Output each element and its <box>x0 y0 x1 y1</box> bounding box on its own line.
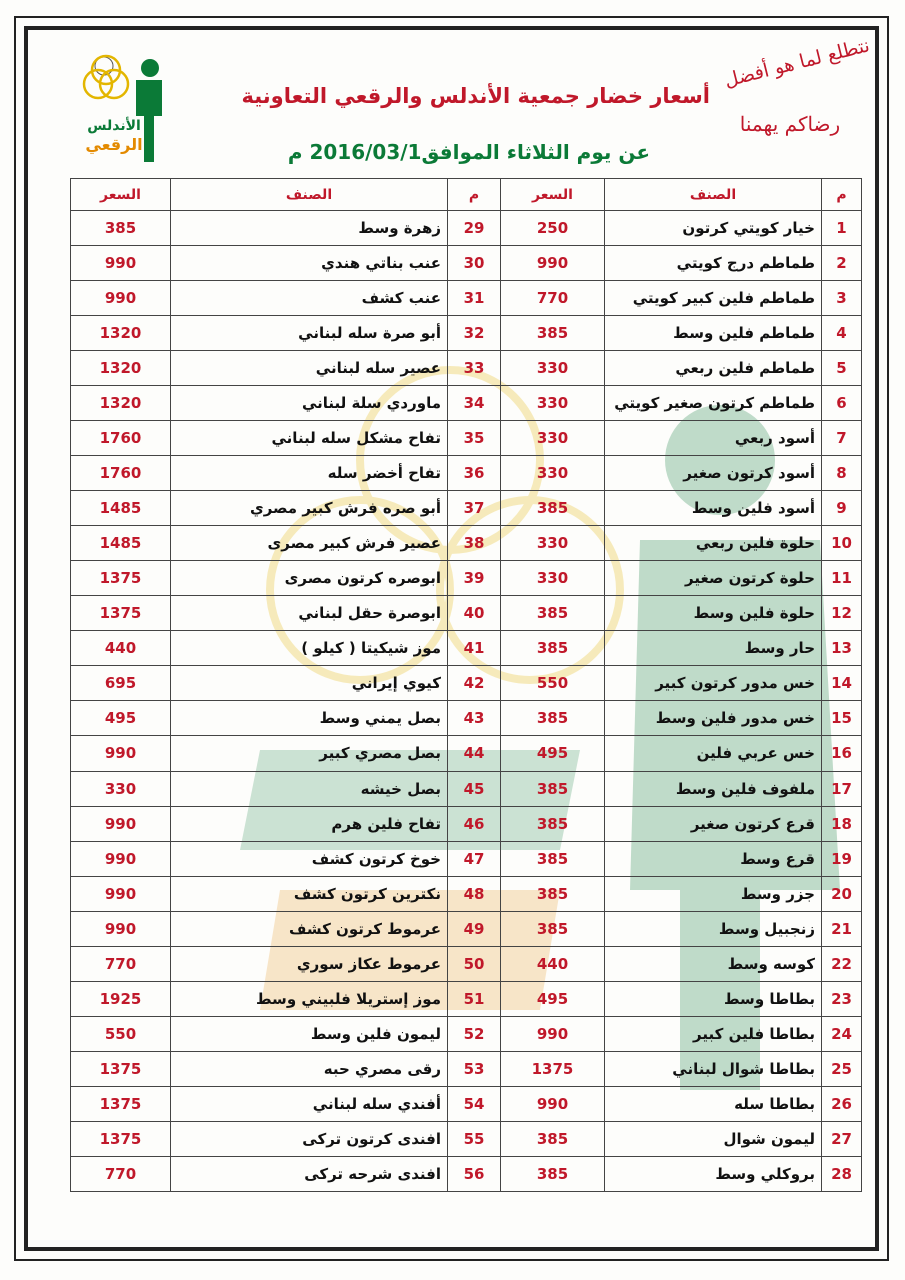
row-number: 56 <box>448 1156 501 1191</box>
header-price: السعر <box>501 179 605 211</box>
row-number: 55 <box>448 1121 501 1156</box>
table-row <box>71 911 862 946</box>
item-name: بطاطا سله <box>605 1086 822 1121</box>
row-number: 10 <box>822 526 862 561</box>
row-number: 26 <box>822 1086 862 1121</box>
item-name: جزر وسط <box>605 876 822 911</box>
row-number: 49 <box>448 911 501 946</box>
table-row <box>71 876 862 911</box>
row-number: 20 <box>822 876 862 911</box>
row-number: 28 <box>822 1156 862 1191</box>
date-line: عن يوم الثلاثاء الموافق2016/03/1 م <box>287 140 650 164</box>
item-price: 770 <box>501 281 605 316</box>
item-name: عصير سله لبناني <box>171 351 448 386</box>
item-price: 990 <box>71 281 171 316</box>
slogan-top: نتطلع لما هو أفضل <box>722 34 872 92</box>
item-name: خس عربي فلين <box>605 736 822 771</box>
item-price: 385 <box>501 876 605 911</box>
item-name: طماطم درج كويتي <box>605 246 822 281</box>
table-row <box>71 666 862 701</box>
table-row <box>71 351 862 386</box>
table-row <box>71 701 862 736</box>
item-price: 990 <box>501 1016 605 1051</box>
item-name: عنب كشف <box>171 281 448 316</box>
item-price: 990 <box>71 876 171 911</box>
row-number: 24 <box>822 1016 862 1051</box>
item-price: 495 <box>501 736 605 771</box>
table-row <box>71 981 862 1016</box>
row-number: 44 <box>448 736 501 771</box>
table-row <box>71 1051 862 1086</box>
item-price: 1485 <box>71 526 171 561</box>
item-price: 1375 <box>71 1051 171 1086</box>
item-name: عصير فرش كبير مصرى <box>171 526 448 561</box>
header-no: م <box>822 179 862 211</box>
item-price: 990 <box>71 806 171 841</box>
item-name: بصل يمني وسط <box>171 701 448 736</box>
row-number: 7 <box>822 421 862 456</box>
item-name: حلوة كرتون صغير <box>605 561 822 596</box>
item-name: بطاطا فلين كبير <box>605 1016 822 1051</box>
item-price: 385 <box>501 596 605 631</box>
item-price: 440 <box>501 946 605 981</box>
item-price: 385 <box>501 806 605 841</box>
item-name: خوخ كرتون كشف <box>171 841 448 876</box>
item-name: خس مدور فلين وسط <box>605 701 822 736</box>
item-name: بطاطا شوال لبناني <box>605 1051 822 1086</box>
row-number: 47 <box>448 841 501 876</box>
item-price: 385 <box>501 316 605 351</box>
item-name: افندى كرتون تركى <box>171 1121 448 1156</box>
item-price: 1760 <box>71 421 171 456</box>
table-row <box>71 806 862 841</box>
item-name: طماطم كرتون صغير كويتي <box>605 386 822 421</box>
table-row <box>71 596 862 631</box>
item-name: أسود كرتون صغير <box>605 456 822 491</box>
item-price: 1375 <box>501 1051 605 1086</box>
item-name: تفاح فلين هرم <box>171 806 448 841</box>
header-no: م <box>448 179 501 211</box>
item-price: 330 <box>501 456 605 491</box>
row-number: 43 <box>448 701 501 736</box>
row-number: 13 <box>822 631 862 666</box>
row-number: 39 <box>448 561 501 596</box>
item-name: عرموط عكاز سوري <box>171 946 448 981</box>
row-number: 40 <box>448 596 501 631</box>
item-name: موز إستريلا فلبيني وسط <box>171 981 448 1016</box>
item-price: 385 <box>501 841 605 876</box>
item-name: طماطم فلين وسط <box>605 316 822 351</box>
row-number: 29 <box>448 211 501 246</box>
table-row <box>71 1121 862 1156</box>
row-number: 8 <box>822 456 862 491</box>
row-number: 15 <box>822 701 862 736</box>
item-name: قرع كرتون صغير <box>605 806 822 841</box>
item-price: 495 <box>501 981 605 1016</box>
item-name: زهرة وسط <box>171 211 448 246</box>
item-price: 385 <box>501 701 605 736</box>
row-number: 27 <box>822 1121 862 1156</box>
row-number: 31 <box>448 281 501 316</box>
row-number: 35 <box>448 421 501 456</box>
item-price: 385 <box>501 1121 605 1156</box>
table-row <box>71 1086 862 1121</box>
item-name: بروكلي وسط <box>605 1156 822 1191</box>
item-price: 1375 <box>71 596 171 631</box>
item-price: 1375 <box>71 561 171 596</box>
item-price: 385 <box>501 491 605 526</box>
item-price: 990 <box>71 841 171 876</box>
item-price: 550 <box>71 1016 171 1051</box>
item-name: ماوردي سلة لبناني <box>171 386 448 421</box>
table-row <box>71 771 862 806</box>
row-number: 36 <box>448 456 501 491</box>
table-row <box>71 561 862 596</box>
row-number: 18 <box>822 806 862 841</box>
item-name: أفندي سله لبناني <box>171 1086 448 1121</box>
item-price: 1320 <box>71 386 171 421</box>
item-name: تفاح أخضر سله <box>171 456 448 491</box>
item-price: 1485 <box>71 491 171 526</box>
item-name: أسود فلين وسط <box>605 491 822 526</box>
table-row <box>71 526 862 561</box>
item-price: 385 <box>71 211 171 246</box>
item-name: ليمون فلين وسط <box>171 1016 448 1051</box>
row-number: 46 <box>448 806 501 841</box>
item-name: رقى مصري حبه <box>171 1051 448 1086</box>
row-number: 3 <box>822 281 862 316</box>
item-name: ابوصره كرتون مصرى <box>171 561 448 596</box>
row-number: 16 <box>822 736 862 771</box>
item-price: 1320 <box>71 351 171 386</box>
row-number: 1 <box>822 211 862 246</box>
item-price: 385 <box>501 631 605 666</box>
table-row <box>71 386 862 421</box>
item-name: حلوة فلين ربعي <box>605 526 822 561</box>
item-name: ملفوف فلين وسط <box>605 771 822 806</box>
item-price: 385 <box>501 1156 605 1191</box>
item-name: كيوي إيراني <box>171 666 448 701</box>
table-row <box>71 281 862 316</box>
table-row <box>71 1016 862 1051</box>
item-name: طماطم فلين كبير كويتي <box>605 281 822 316</box>
item-name: موز شيكيتا ( كيلو ) <box>171 631 448 666</box>
item-name: بطاطا وسط <box>605 981 822 1016</box>
table-row <box>71 316 862 351</box>
cooperative-logo <box>74 44 164 169</box>
item-price: 330 <box>71 771 171 806</box>
page-title: أسعار خضار جمعية الأندلس والرقعي التعاونية <box>241 84 710 108</box>
row-number: 52 <box>448 1016 501 1051</box>
item-price: 1760 <box>71 456 171 491</box>
item-name: عرموط كرتون كشف <box>171 911 448 946</box>
item-price: 440 <box>71 631 171 666</box>
item-price: 250 <box>501 211 605 246</box>
item-price: 990 <box>71 911 171 946</box>
row-number: 38 <box>448 526 501 561</box>
table-row <box>71 946 862 981</box>
item-name: ليمون شوال <box>605 1121 822 1156</box>
item-price: 1375 <box>71 1086 171 1121</box>
item-name: أسود ربعي <box>605 421 822 456</box>
item-name: عنب بناتي هندي <box>171 246 448 281</box>
table-row <box>71 421 862 456</box>
row-number: 25 <box>822 1051 862 1086</box>
item-name: زنجبيل وسط <box>605 911 822 946</box>
row-number: 5 <box>822 351 862 386</box>
row-number: 23 <box>822 981 862 1016</box>
item-price: 770 <box>71 946 171 981</box>
row-number: 53 <box>448 1051 501 1086</box>
table-row <box>71 631 862 666</box>
item-price: 330 <box>501 526 605 561</box>
item-name: حار وسط <box>605 631 822 666</box>
item-name: حلوة فلين وسط <box>605 596 822 631</box>
item-price: 495 <box>71 701 171 736</box>
item-name: نكترين كرتون كشف <box>171 876 448 911</box>
item-price: 990 <box>501 246 605 281</box>
row-number: 9 <box>822 491 862 526</box>
row-number: 33 <box>448 351 501 386</box>
item-price: 770 <box>71 1156 171 1191</box>
row-number: 17 <box>822 771 862 806</box>
item-price: 330 <box>501 386 605 421</box>
item-price: 1320 <box>71 316 171 351</box>
header-item: الصنف <box>171 179 448 211</box>
row-number: 54 <box>448 1086 501 1121</box>
row-number: 4 <box>822 316 862 351</box>
row-number: 48 <box>448 876 501 911</box>
row-number: 41 <box>448 631 501 666</box>
item-name: أبو صرة سله لبناني <box>171 316 448 351</box>
item-price: 330 <box>501 351 605 386</box>
row-number: 37 <box>448 491 501 526</box>
item-price: 385 <box>501 771 605 806</box>
item-name: تفاح مشكل سله لبناني <box>171 421 448 456</box>
item-price: 330 <box>501 421 605 456</box>
table-row <box>71 736 862 771</box>
item-name: كوسه وسط <box>605 946 822 981</box>
table-row <box>71 456 862 491</box>
item-price: 990 <box>71 736 171 771</box>
row-number: 50 <box>448 946 501 981</box>
item-name: أبو صره فرش كبير مصري <box>171 491 448 526</box>
table-row <box>71 211 862 246</box>
item-name: بصل مصري كبير <box>171 736 448 771</box>
row-number: 6 <box>822 386 862 421</box>
item-price: 385 <box>501 911 605 946</box>
row-number: 30 <box>448 246 501 281</box>
row-number: 32 <box>448 316 501 351</box>
item-name: بصل خيشه <box>171 771 448 806</box>
slogan-bottom: رضاكم يهمنا <box>739 112 841 136</box>
price-table <box>70 178 862 1192</box>
row-number: 19 <box>822 841 862 876</box>
row-number: 51 <box>448 981 501 1016</box>
row-number: 34 <box>448 386 501 421</box>
row-number: 11 <box>822 561 862 596</box>
header-item: الصنف <box>605 179 822 211</box>
row-number: 22 <box>822 946 862 981</box>
item-price: 1375 <box>71 1121 171 1156</box>
item-name: افندى شرحه تركى <box>171 1156 448 1191</box>
logo-text-raqi: الرقعي <box>85 135 143 154</box>
item-price: 990 <box>71 246 171 281</box>
table-header-row <box>71 179 862 211</box>
item-price: 695 <box>71 666 171 701</box>
item-name: خيار كويتي كرتون <box>605 211 822 246</box>
item-name: ابوصرة حقل لبناني <box>171 596 448 631</box>
table-row <box>71 491 862 526</box>
item-price: 330 <box>501 561 605 596</box>
table-row <box>71 841 862 876</box>
item-name: قرع وسط <box>605 841 822 876</box>
logo-text-andalus: الأندلس <box>87 118 141 134</box>
table-row <box>71 246 862 281</box>
item-price: 550 <box>501 666 605 701</box>
item-price: 990 <box>501 1086 605 1121</box>
row-number: 45 <box>448 771 501 806</box>
row-number: 42 <box>448 666 501 701</box>
item-name: طماطم فلين ربعي <box>605 351 822 386</box>
item-price: 1925 <box>71 981 171 1016</box>
row-number: 21 <box>822 911 862 946</box>
row-number: 2 <box>822 246 862 281</box>
table-row <box>71 1156 862 1191</box>
row-number: 12 <box>822 596 862 631</box>
header-price: السعر <box>71 179 171 211</box>
row-number: 14 <box>822 666 862 701</box>
item-name: خس مدور كرتون كبير <box>605 666 822 701</box>
